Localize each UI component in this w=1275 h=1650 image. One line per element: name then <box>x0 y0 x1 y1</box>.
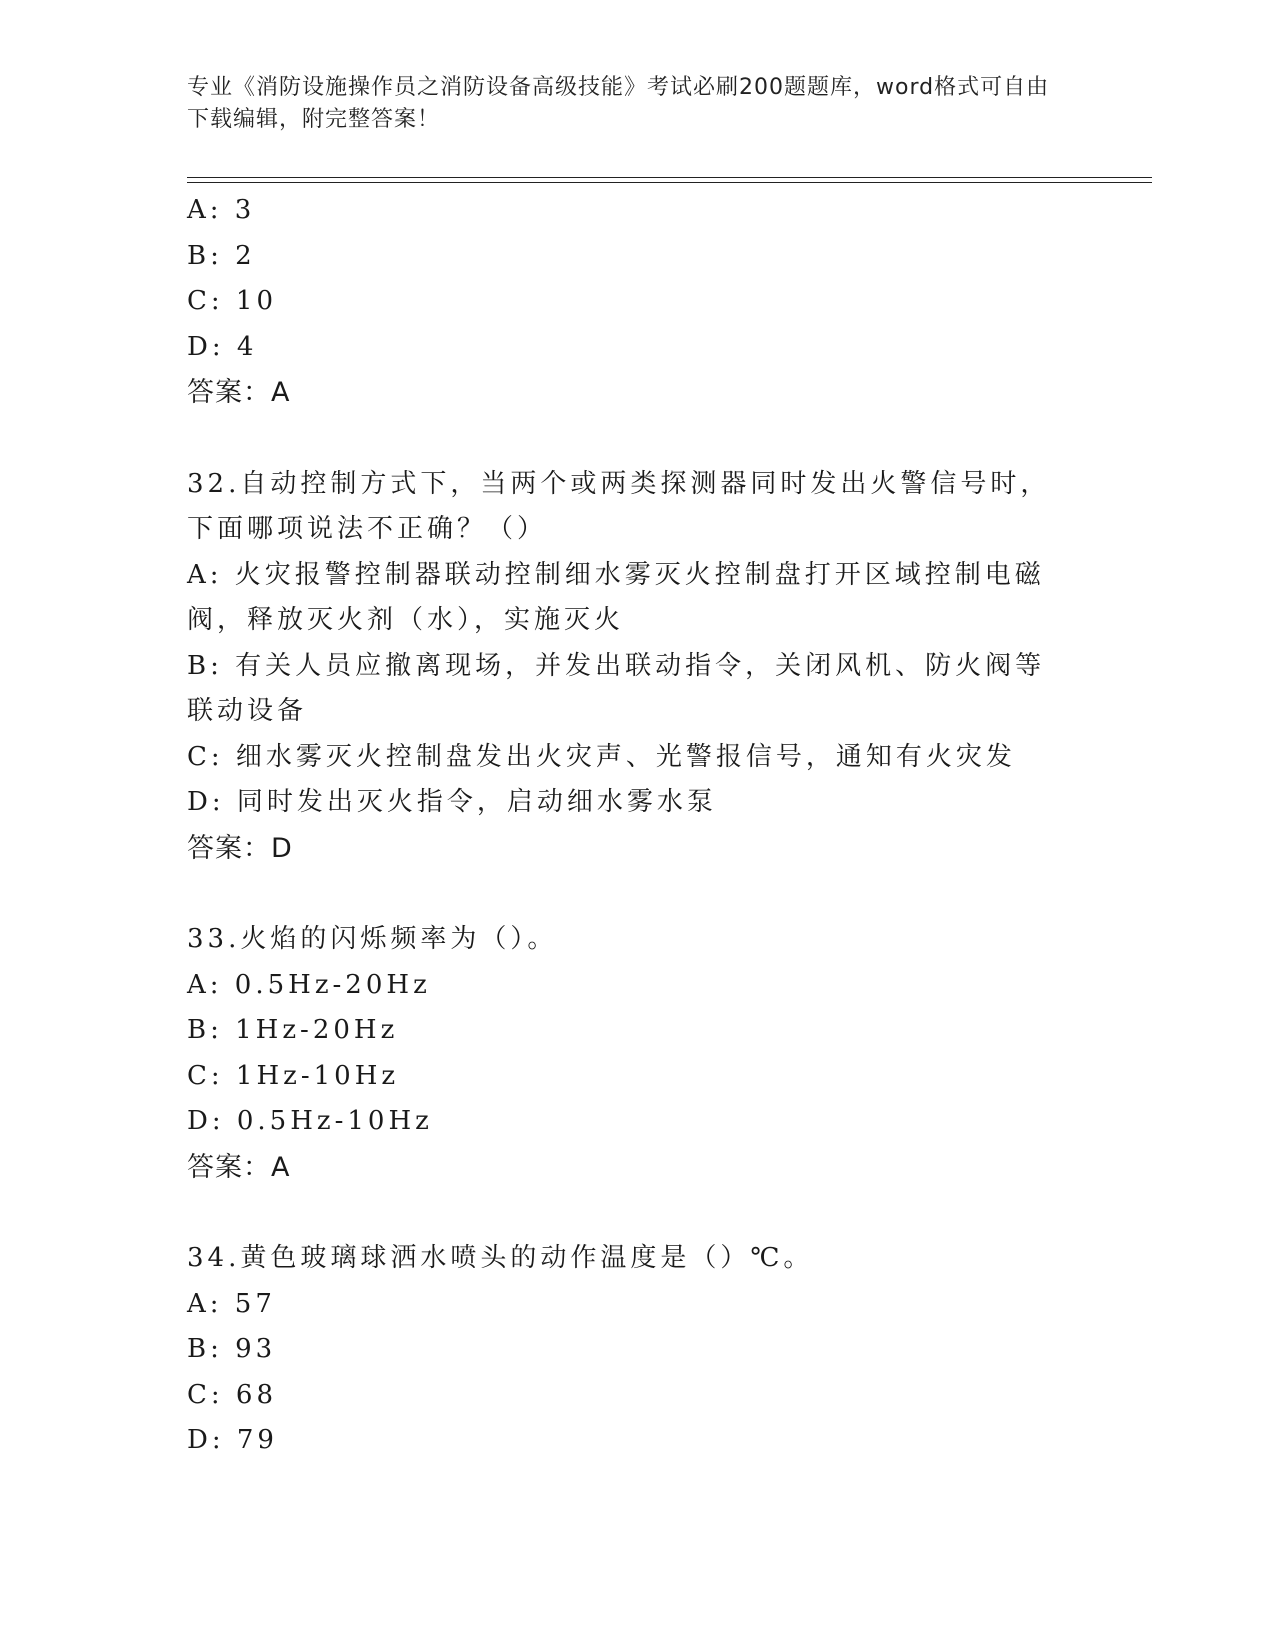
option-c: C: 细水雾灭火控制盘发出火灾声、光警报信号，通知有火灾发 <box>187 741 1016 772</box>
question-stem: 33.火焰的闪烁频率为（）。 <box>187 924 558 954</box>
question-stem: 32.自动控制方式下，当两个或两类探测器同时发出火警信号时，下面哪项说法不正确？（） <box>187 468 1051 544</box>
header-divider-top <box>187 177 1152 178</box>
spacer <box>187 1190 1067 1236</box>
option-b: B: 93 <box>187 1334 277 1364</box>
option-d: D: 79 <box>187 1425 278 1455</box>
option-d: D: 同时发出灭火指令，启动细水雾水泵 <box>187 787 717 817</box>
option-a: A: 3 <box>187 195 256 225</box>
spacer <box>187 871 1067 917</box>
option-b: B: 2 <box>187 240 256 271</box>
header-divider-bottom <box>187 182 1152 183</box>
question-33 <box>187 917 1067 1190</box>
option-a: A: 火灾报警控制器联动控制细水雾灭火控制盘打开区域控制电磁阀，释放灭火剂（水），实施灭火 <box>187 559 1045 635</box>
document-header: 专业《消防设施操作员之消防设备高级技能》考试必刷200题题库，word格式可自由下载编辑，附完整答案！ <box>187 75 1050 132</box>
option-d: D: 4 <box>187 331 258 362</box>
question-stem: 34.黄色玻璃球洒水喷头的动作温度是（）℃。 <box>187 1243 814 1273</box>
question-31 <box>187 188 1067 416</box>
question-list <box>187 188 1067 1464</box>
answer-text: 答案：D <box>187 832 293 864</box>
option-a: A: 57 <box>187 1288 276 1319</box>
answer-text: 答案：A <box>187 1151 291 1183</box>
spacer <box>187 416 1067 462</box>
option-c: C: 1Hz-10Hz <box>187 1060 400 1091</box>
option-b: B: 1Hz-20Hz <box>187 1015 399 1045</box>
option-a: A: 0.5Hz-20Hz <box>187 969 431 1000</box>
option-c: C: 10 <box>187 286 278 316</box>
question-34 <box>187 1236 1067 1464</box>
question-32 <box>187 462 1067 872</box>
option-d: D: 0.5Hz-10Hz <box>187 1106 433 1136</box>
option-b: B: 有关人员应撤离现场，并发出联动指令，关闭风机、防火阀等联动设备 <box>187 650 1046 726</box>
answer-text: 答案：A <box>187 377 291 408</box>
option-c: C: 68 <box>187 1379 278 1410</box>
